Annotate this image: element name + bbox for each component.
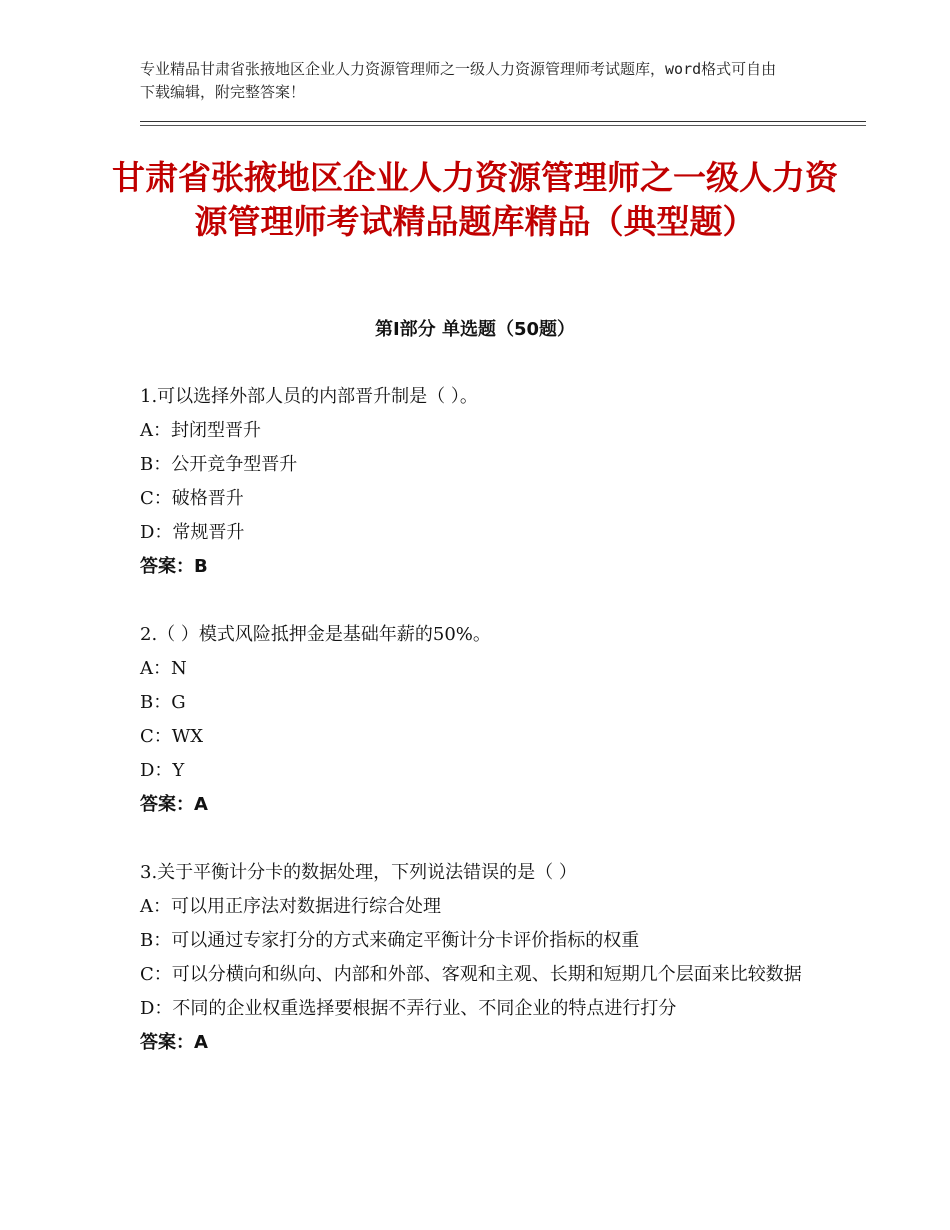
header-rule-thin [140,125,866,126]
option-d: D：常规晋升 [140,522,245,543]
question-2 [140,618,820,822]
question-3 [140,856,820,1060]
option-c: C：WX [140,726,204,747]
option-a: A：N [140,658,187,679]
option-b: B：公开竞争型晋升 [140,454,298,475]
option-c: C：可以分横向和纵向、内部和外部、客观和主观、长期和短期几个层面来比较数据 [140,964,802,985]
question-list [140,380,820,1094]
option-d: D：Y [140,760,185,781]
option-a: A：可以用正序法对数据进行综合处理 [140,896,441,917]
answer-line: 答案：A [140,1032,208,1053]
option-c: C：破格晋升 [140,488,244,509]
option-b: B：G [140,692,186,713]
header-rule-thick [140,121,866,122]
answer-line: 答案：B [140,556,208,577]
answer-line: 答案：A [140,794,208,815]
option-b: B：可以通过专家打分的方式来确定平衡计分卡评价指标的权重 [140,930,640,951]
option-a: A：封闭型晋升 [140,420,261,441]
header-note: 专业精品甘肃省张掖地区企业人力资源管理师之一级人力资源管理师考试题库，word格式可自由下载编辑，附完整答案！ [140,60,777,101]
question-stem: 1.可以选择外部人员的内部晋升制是（ ）。 [140,386,478,407]
section-heading: 第Ⅰ部分 单选题（50题） [374,319,575,340]
question-1 [140,380,820,584]
document-title: 甘肃省张掖地区企业人力资源管理师之一级人力资源管理师考试精品题库精品（典型题） [112,158,838,241]
question-stem: 3.关于平衡计分卡的数据处理，下列说法错误的是（ ） [140,862,577,883]
option-d: D：不同的企业权重选择要根据不弄行业、不同企业的特点进行打分 [140,998,677,1019]
question-stem: 2.（ ）模式风险抵押金是基础年薪的50%。 [140,624,491,645]
